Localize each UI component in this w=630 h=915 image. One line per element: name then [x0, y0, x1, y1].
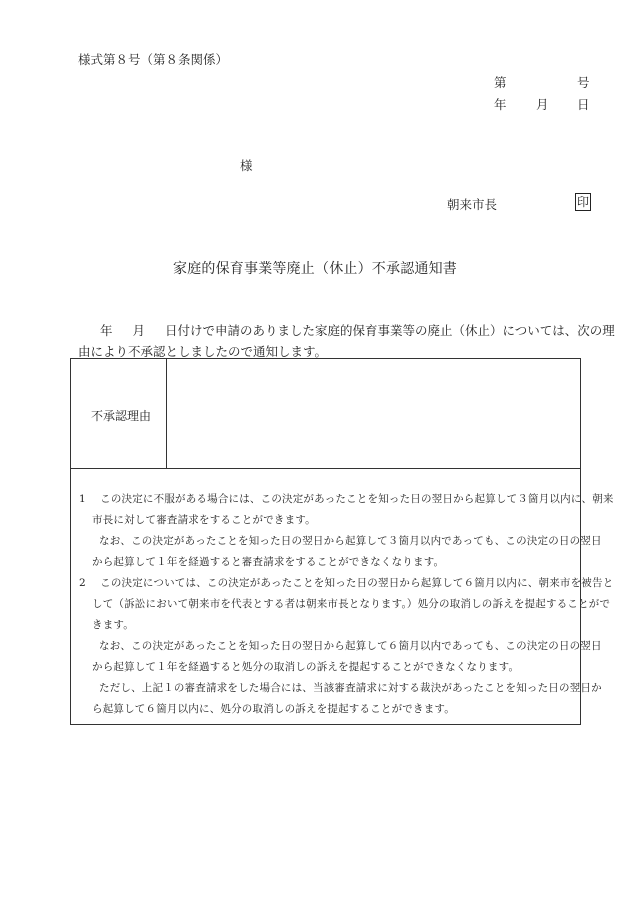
body-date-year: 年 [100, 323, 113, 338]
addressee-honorific: 様 [240, 158, 253, 173]
notice-line: きます。 [92, 619, 134, 631]
form-number: 様式第８号（第８条関係） [78, 52, 229, 67]
body-text-line1: 日付けで申請のありました家庭的保育事業等の廃止（休止）については、次の理 [165, 323, 615, 338]
body-text-line2: 由により不承認としましたので通知します。 [78, 344, 328, 359]
notice-line: して（訴訟において朝来市を代表とする者は朝来市長となります。）処分の取消しの訴えを提起することがで [92, 598, 611, 610]
notice-line: 市長に対して審査請求をすることができます。 [92, 514, 316, 526]
notice-frame [70, 358, 614, 725]
appeal-notice [79, 489, 614, 720]
reason-label: 不承認理由 [91, 409, 152, 423]
document-title: 家庭的保育事業等廃止（休止）不承認通知書 [173, 261, 457, 277]
seal-mark: 印 [577, 195, 590, 209]
document-number-prefix: 第 [494, 75, 507, 90]
body-first-line [100, 321, 615, 339]
notice-line: 1 この決定に不服がある場合には、この決定があったことを知った日の翌日から起算して３箇月以内に、朝来 [79, 493, 614, 505]
notice-line: から起算して１年を経過すると審査請求をすることができなくなります。 [92, 556, 445, 568]
reason-label-cell [71, 359, 167, 468]
notice-line: ただし、上記１の審査請求をした場合には、当該審査請求に対する裁決があったことを知った日の翌日か [99, 682, 602, 694]
notice-line: なお、この決定があったことを知った日の翌日から起算して３箇月以内であっても、この決定の日の翌日 [99, 535, 602, 547]
body-date-month: 月 [132, 323, 146, 338]
document-number-suffix: 号 [577, 75, 590, 90]
issuer-name: 朝来市長 [447, 197, 498, 212]
date-year-label: 年 [494, 97, 507, 112]
reason-table [71, 359, 580, 469]
date-day-label: 日 [577, 97, 590, 112]
reason-value-cell [167, 359, 580, 468]
notice-line: 2 この決定については、この決定があったことを知った日の翌日から起算して６箇月以内に、朝来市を被告と [79, 577, 614, 589]
notice-line: ら起算して６箇月以内に、処分の取消しの訴えを提起することができます。 [92, 703, 455, 715]
date-month-label: 月 [536, 97, 549, 112]
notice-line: から起算して１年を経過すると処分の取消しの訴えを提起することができなくなります。 [92, 661, 520, 673]
notice-line: なお、この決定があったことを知った日の翌日から起算して６箇月以内であっても、この決定の日の翌日 [99, 640, 602, 652]
